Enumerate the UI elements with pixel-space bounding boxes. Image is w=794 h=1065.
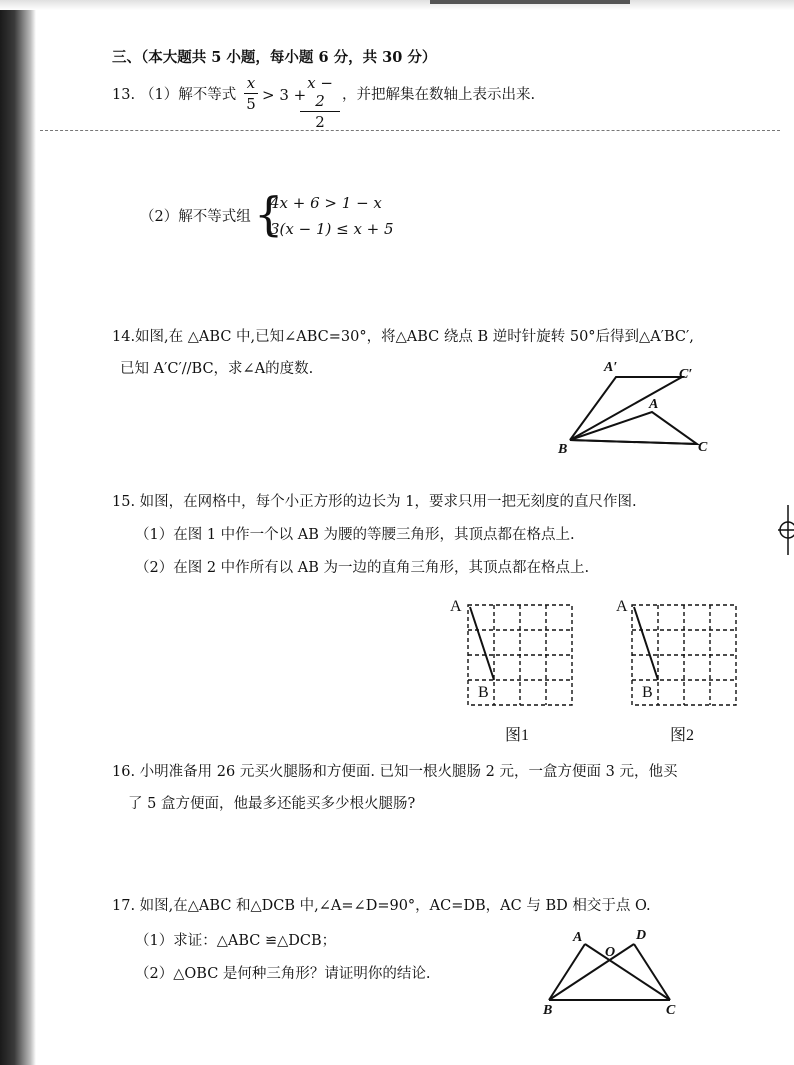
label-b: B — [558, 442, 568, 457]
q13-number: 13. — [112, 87, 136, 103]
system-brace: { — [254, 187, 284, 241]
q17-line-1: 17. 如图,在△ABC 和△DCB 中,∠A=∠D=90°，AC=DB，AC 与 BD 相交于点 O. — [112, 898, 651, 914]
q14-line-1: 14.如图,在 △ABC 中,已知∠ABC=30°，将△ABC 绕点 B 逆时针旋转 50°后得到△A′BC′, — [112, 329, 694, 345]
frac2-numerator: x − 2 — [307, 74, 333, 110]
label-a-prime: A′ — [604, 360, 618, 375]
q14-line-2: 已知 A′C′//BC，求∠A的度数. — [120, 361, 314, 377]
q16-line-2: 了 5 盒方便面，他最多还能买多少根火腿肠? — [128, 796, 416, 812]
grid1-label-b: B — [478, 684, 489, 701]
q15-line-2: （1）在图 1 中作一个以 AB 为腰的等腰三角形，其顶点都在格点上. — [135, 527, 575, 543]
q13-part1-suffix: ，并把解集在数轴上表示出来. — [342, 87, 536, 103]
segment-ac — [585, 944, 670, 1000]
grid2-caption: 图2 — [670, 727, 695, 744]
q13-ineq-mid: > 3 + — [262, 86, 307, 104]
registration-mark-icon — [776, 505, 794, 555]
q17-label-d: D — [636, 928, 647, 943]
grid1-caption: 图1 — [505, 727, 530, 744]
q17-label-a: A — [573, 930, 583, 945]
frac1-denominator: 5 — [246, 95, 256, 113]
label-a: A — [649, 397, 659, 412]
q17-line-3: （2）△OBC 是何种三角形？请证明你的结论. — [135, 966, 431, 982]
frac2-denominator: 2 — [315, 113, 325, 131]
q15-line-1: 15. 如图，在网格中，每个小正方形的边长为 1，要求只用一把无刻度的直尺作图. — [112, 494, 637, 510]
q13-part2-prefix: （2）解不等式组 — [140, 209, 251, 225]
label-c-prime: C′ — [679, 367, 693, 382]
q15-line-3: （2）在图 2 中作所有以 AB 为一边的直角三角形，其顶点都在格点上. — [135, 560, 590, 576]
q17-label-b: B — [543, 1003, 553, 1018]
grid1-label-a: A — [450, 598, 462, 615]
q17-label-c: C — [666, 1003, 676, 1018]
q16-line-1: 16. 小明准备用 26 元买火腿肠和方便面. 已知一根火腿肠 2 元，一盒方便面 3 元，他买 — [112, 764, 678, 780]
grid2-label-b: B — [642, 684, 653, 701]
segment-bd — [549, 944, 634, 1000]
q17-label-o: O — [605, 945, 616, 960]
grid2-label-a: A — [616, 598, 628, 615]
section-header: 三、（本大题共 5 小题，每小题 6 分，共 30 分） — [112, 49, 437, 66]
system-line-1: 4x + 6 > 1 − x — [270, 194, 382, 212]
segment-dc — [634, 944, 670, 1000]
frac1-numerator: x — [246, 74, 256, 92]
segment-ba — [549, 944, 585, 1000]
q13-part1-prefix: （1）解不等式 — [140, 87, 237, 103]
label-c: C — [698, 440, 708, 455]
q17-line-2: （1）求证：△ABC ≌△DCB； — [135, 933, 337, 949]
system-line-2: 3(x − 1) ≤ x + 5 — [270, 220, 394, 238]
